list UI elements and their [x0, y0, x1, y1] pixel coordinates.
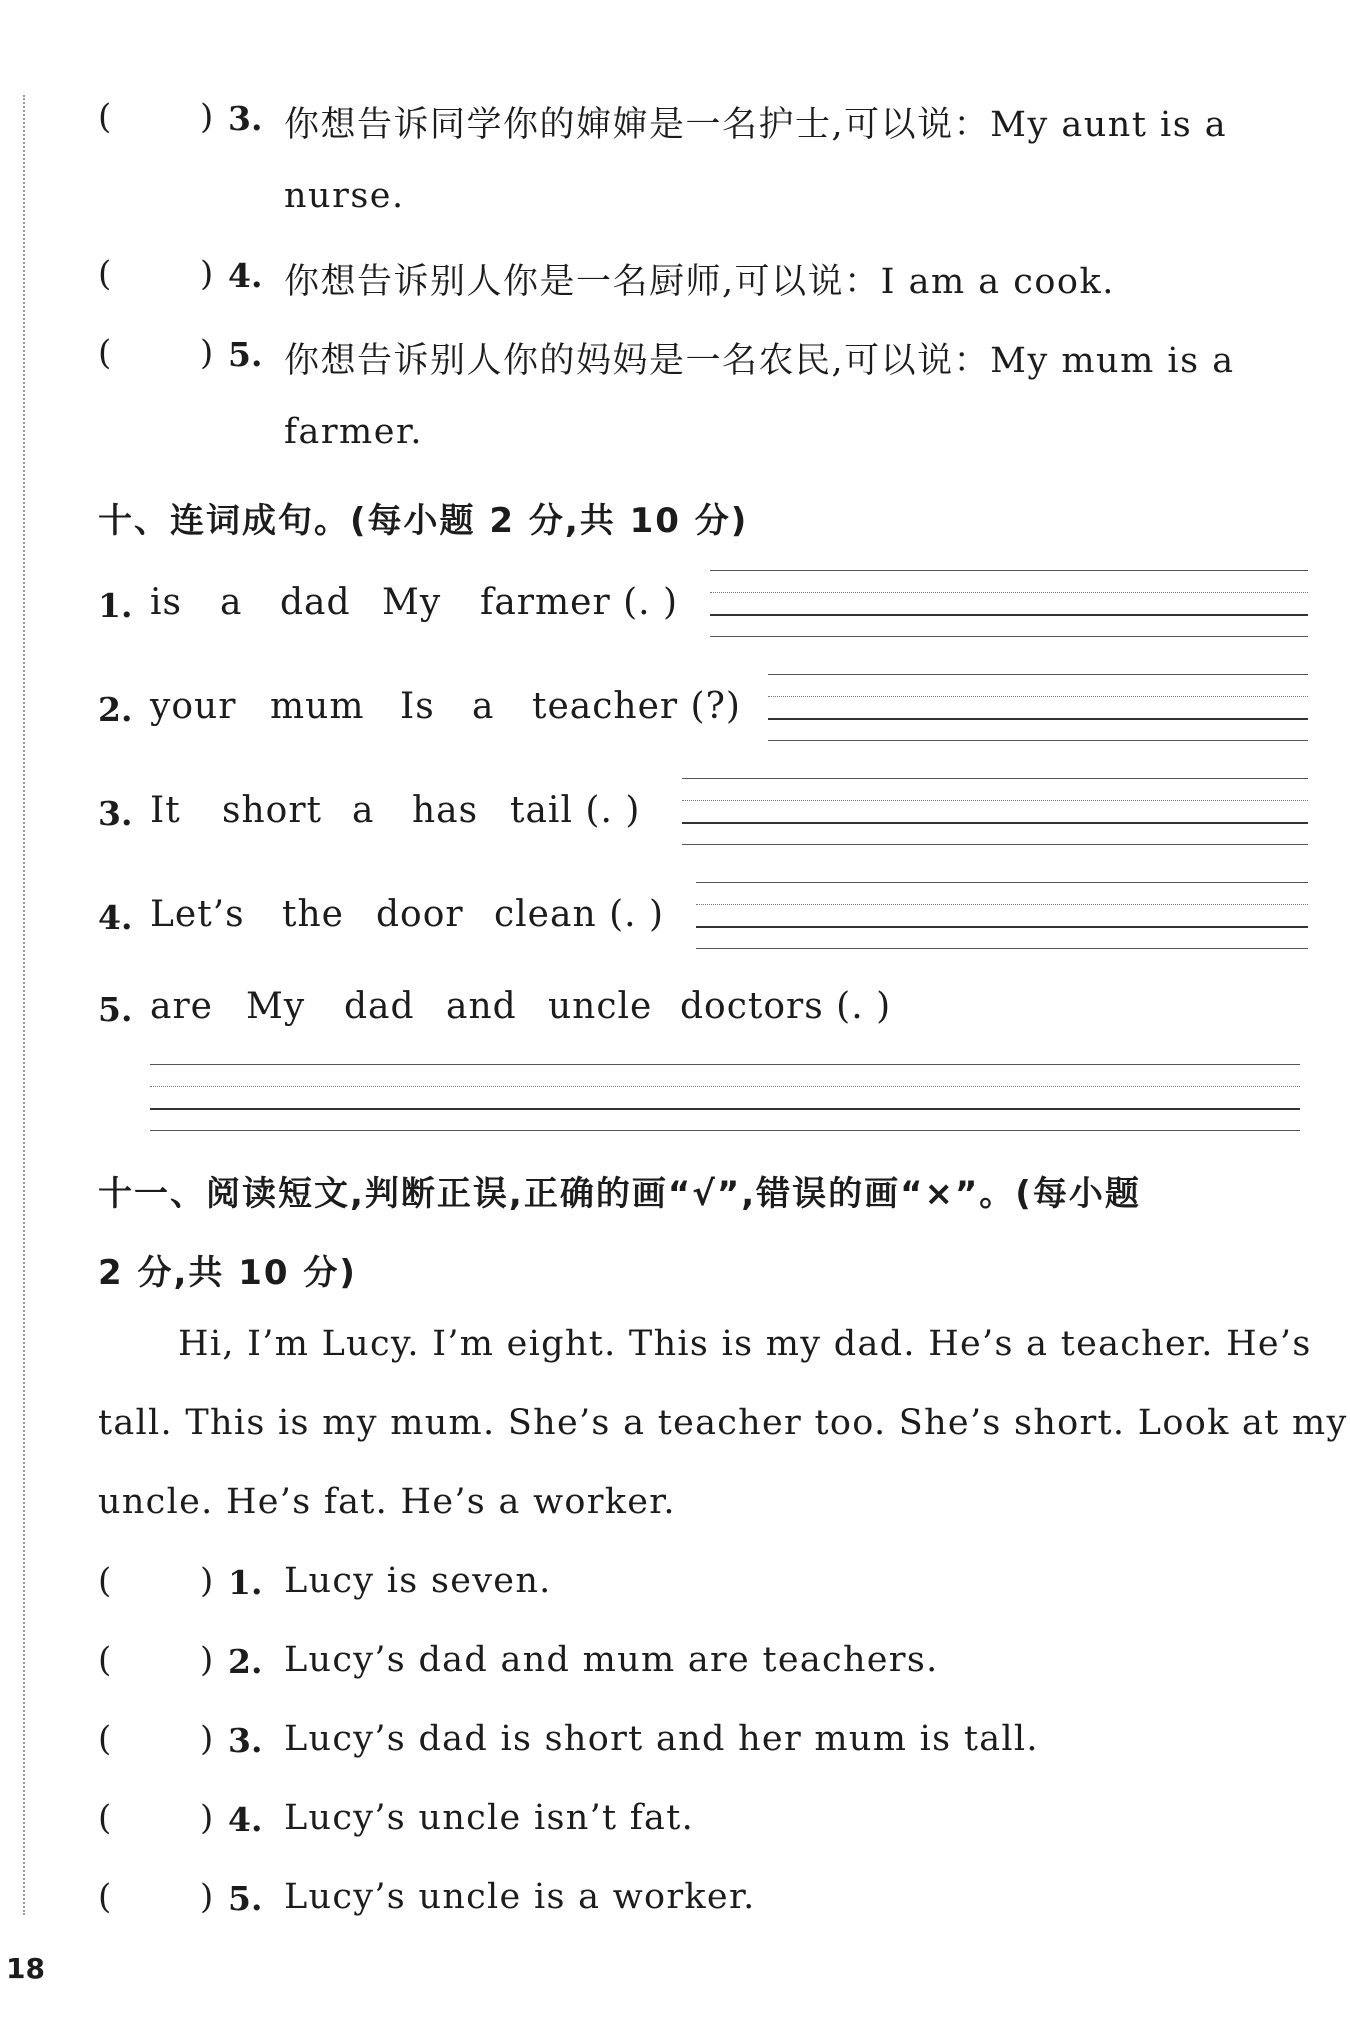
item-number: 3.: [228, 1721, 263, 1760]
answer-paren-close: ): [200, 1561, 214, 1601]
answer-paren-close: ): [200, 1798, 214, 1838]
item-number: 2.: [228, 1642, 263, 1681]
item-text-line2: farmer.: [284, 412, 423, 452]
section10-heading: 十、连词成句。(每小题 2 分,共 10 分): [98, 501, 749, 541]
answer-paren-open: (: [98, 254, 112, 294]
answer-paren-open: (: [98, 97, 112, 137]
answer-paren-open[interactable]: (: [98, 1640, 112, 1680]
writing-lines[interactable]: [710, 570, 1308, 636]
section11-heading-line1: 十一、阅读短文,判断正误,正确的画“√”,错误的画“×”。(每小题: [98, 1174, 1141, 1214]
scrambled-word: mum: [270, 686, 365, 727]
item-number: 5.: [228, 335, 263, 374]
passage-line-2: tall. This is my mum. She’s a teacher too. She’s short. Look at my: [98, 1403, 1348, 1443]
scrambled-word: is: [150, 582, 182, 623]
scrambled-word: door: [376, 894, 464, 935]
item-number: 2.: [98, 690, 133, 729]
answer-paren-close: ): [200, 1877, 214, 1917]
section11-heading-line2: 2 分,共 10 分): [98, 1253, 357, 1293]
scrambled-word: has: [412, 790, 479, 831]
statement-text: Lucy’s dad and mum are teachers.: [284, 1640, 939, 1680]
scrambled-word: farmer (. ): [480, 582, 679, 623]
passage-line-3: uncle. He’s fat. He’s a worker.: [98, 1482, 676, 1522]
scrambled-word: are: [150, 986, 213, 1027]
scrambled-word: My: [382, 582, 442, 623]
scrambled-word: teacher (?): [532, 686, 741, 727]
writing-lines[interactable]: [682, 778, 1308, 844]
scrambled-word: dad: [280, 582, 351, 623]
scrambled-word: the: [282, 894, 344, 935]
answer-paren-close: ): [200, 1640, 214, 1680]
answer-paren-close: ): [200, 254, 214, 294]
writing-lines[interactable]: [150, 1064, 1300, 1130]
item-number: 4.: [228, 1800, 263, 1839]
item-number: 4.: [98, 898, 133, 937]
answer-paren-open[interactable]: (: [98, 1719, 112, 1759]
scrambled-word: short: [222, 790, 323, 831]
item-number: 4.: [228, 256, 263, 295]
scrambled-word: and: [446, 986, 517, 1027]
statement-text: Lucy’s uncle is a worker.: [284, 1877, 756, 1917]
item-number: 5.: [98, 990, 133, 1029]
answer-paren-open: (: [98, 333, 112, 373]
writing-lines[interactable]: [768, 674, 1308, 740]
scrambled-word: dad: [344, 986, 415, 1027]
item-text-line1: 你想告诉同学你的婶婶是一名护士,可以说：My aunt is a: [284, 105, 1228, 145]
scrambled-word: clean (. ): [494, 894, 665, 935]
answer-paren-close: ): [200, 333, 214, 373]
binding-margin-line: [23, 95, 25, 1915]
item-number: 1.: [228, 1563, 263, 1602]
item-number: 3.: [228, 99, 263, 138]
item-text-line1: 你想告诉别人你的妈妈是一名农民,可以说：My mum is a: [284, 341, 1235, 381]
scrambled-word: uncle: [548, 986, 653, 1027]
scrambled-word: tail (. ): [510, 790, 641, 831]
answer-paren-open[interactable]: (: [98, 1798, 112, 1838]
item-number: 3.: [98, 794, 133, 833]
item-number: 1.: [98, 586, 133, 625]
answer-paren-open[interactable]: (: [98, 1877, 112, 1917]
item-text-line1: 你想告诉别人你是一名厨师,可以说：I am a cook.: [284, 262, 1115, 302]
page-number: 18: [6, 1952, 45, 1985]
scrambled-word: a: [352, 790, 375, 831]
scrambled-word: doctors (. ): [680, 986, 892, 1027]
scrambled-word: a: [220, 582, 243, 623]
passage-line-1: Hi, I’m Lucy. I’m eight. This is my dad. He’s a teacher. He’s: [178, 1324, 1312, 1364]
item-text-line2: nurse.: [284, 176, 405, 216]
scrambled-word: My: [246, 986, 306, 1027]
answer-paren-open[interactable]: (: [98, 1561, 112, 1601]
scrambled-word: your: [150, 686, 237, 727]
statement-text: Lucy is seven.: [284, 1561, 552, 1601]
scrambled-word: It: [150, 790, 181, 831]
writing-lines[interactable]: [696, 882, 1308, 948]
statement-text: Lucy’s uncle isn’t fat.: [284, 1798, 695, 1838]
answer-paren-close: ): [200, 1719, 214, 1759]
scrambled-word: Is: [400, 686, 435, 727]
scrambled-word: Let’s: [150, 894, 245, 935]
statement-text: Lucy’s dad is short and her mum is tall.: [284, 1719, 1039, 1759]
item-number: 5.: [228, 1879, 263, 1918]
answer-paren-close: ): [200, 97, 214, 137]
scrambled-word: a: [472, 686, 495, 727]
